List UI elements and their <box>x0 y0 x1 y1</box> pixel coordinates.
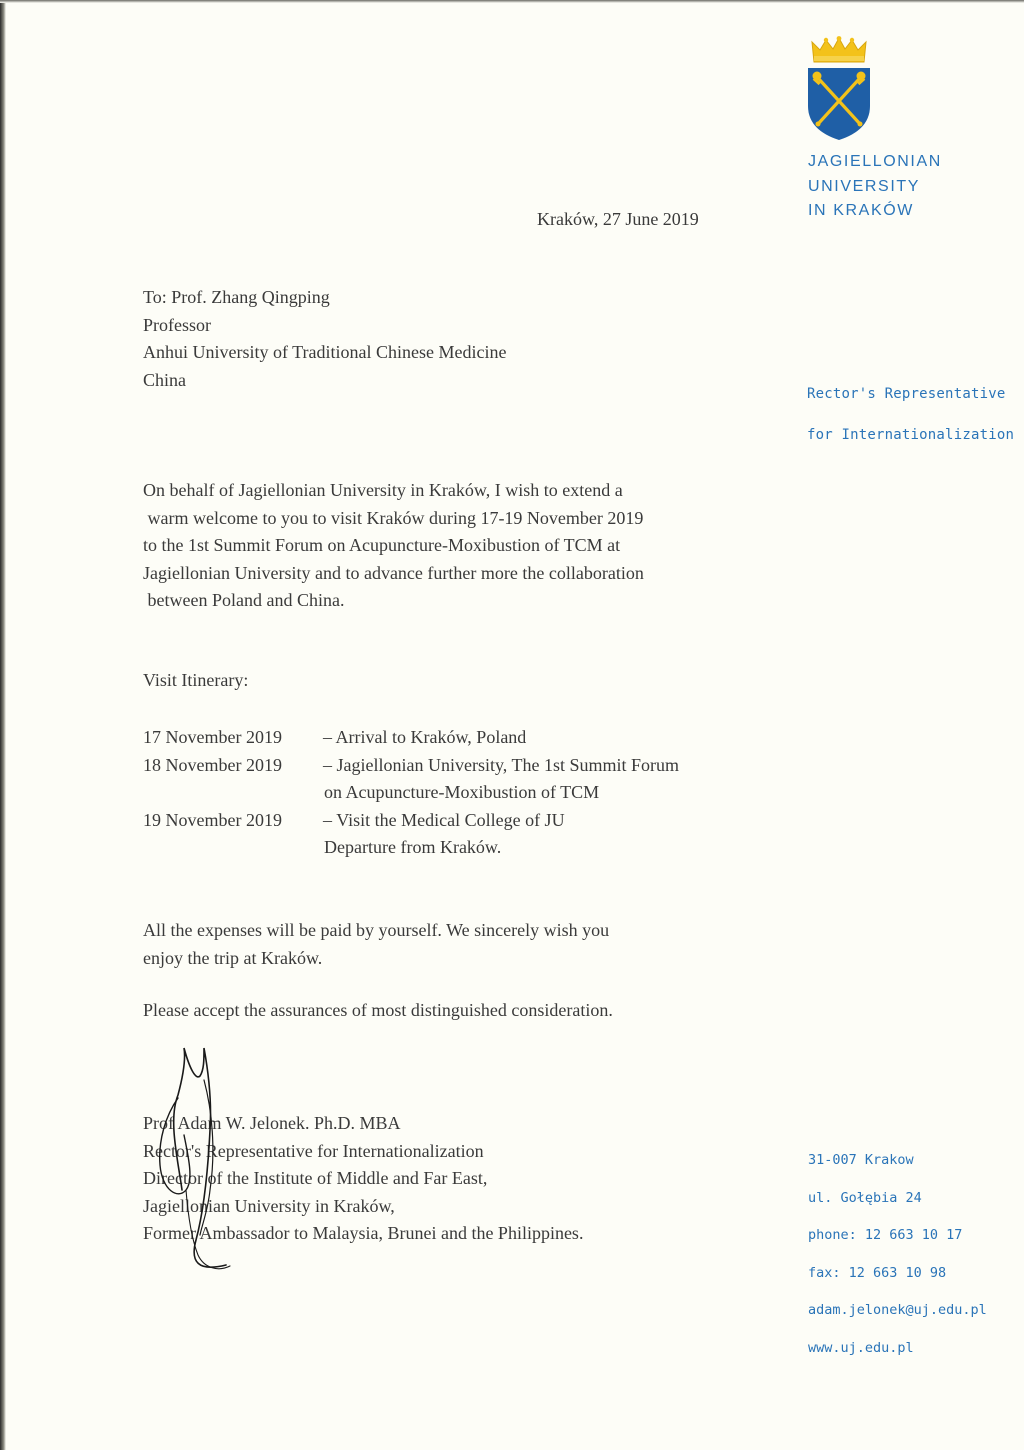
itinerary-dash: – <box>323 809 332 830</box>
university-name-line: JAGIELLONIAN <box>808 153 942 170</box>
contact-block <box>808 1150 987 1375</box>
jagiellonian-crest-icon <box>806 36 872 142</box>
itinerary-text: on Acupuncture-Moxibustion of TCM <box>324 782 600 802</box>
signatory-line: Jagiellonian University in Kraków, <box>143 1195 395 1216</box>
contact-phone: phone: 12 663 10 17 <box>808 1227 963 1243</box>
addressee-line: To: Prof. Zhang Qingping <box>143 287 330 307</box>
letter-date: Kraków, 27 June 2019 <box>537 209 699 229</box>
paragraph-line: Jagiellonian University and to advance further more the collaboration <box>143 562 644 583</box>
contact-fax: fax: 12 663 10 98 <box>808 1264 947 1281</box>
paragraph-line: enjoy the trip at Kraków. <box>143 947 323 968</box>
itinerary-date: 19 November 2019 <box>143 809 282 830</box>
itinerary-desc <box>323 724 526 752</box>
itinerary-text: Jagiellonian University, The 1st Summit Forum <box>336 754 679 775</box>
itinerary-dash: – <box>323 727 332 747</box>
itinerary-title: Visit Itinerary: <box>143 670 249 690</box>
addressee-block <box>143 284 506 394</box>
paragraph-line: On behalf of Jagiellonian University in Kraków, I wish to extend a <box>143 480 623 500</box>
itinerary-desc <box>323 807 565 835</box>
addressee-line: China <box>143 369 186 390</box>
itinerary-dash: – <box>323 754 332 775</box>
office-title <box>807 384 1014 466</box>
university-name-line: UNIVERSITY <box>808 177 921 195</box>
addressee-line: Professor <box>143 314 211 335</box>
signatory-line: Director of the Institute of Middle and Far East, <box>143 1168 488 1188</box>
closing-line: Please accept the assurances of most distinguished consideration. <box>143 1000 613 1020</box>
signatory-line: Former Ambassador to Malaysia, Brunei and the Philippines. <box>143 1223 584 1243</box>
itinerary-text: Departure from Kraków. <box>324 837 502 857</box>
paragraph-line: to the 1st Summit Forum on Acupuncture-Moxibustion of TCM at <box>143 535 621 555</box>
expenses-paragraph <box>143 917 609 972</box>
paragraph-line: All the expenses will be paid by yourself. We sincerely wish you <box>143 920 610 940</box>
university-name-line: IN KRAKÓW <box>808 202 914 219</box>
scan-edge-top <box>0 0 1024 3</box>
university-name <box>808 150 942 224</box>
handwritten-signature <box>138 1040 258 1280</box>
addressee-line: Anhui University of Traditional Chinese Medicine <box>143 342 507 362</box>
paragraph-line: warm welcome to you to visit Kraków during 17-19 November 2019 <box>143 507 644 528</box>
invitation-paragraph <box>143 477 743 615</box>
contact-street: ul. Gołębia 24 <box>808 1189 922 1206</box>
contact-website: www.uj.edu.pl <box>808 1339 914 1356</box>
itinerary-desc <box>323 752 679 780</box>
itinerary-date: 17 November 2019 <box>143 727 282 747</box>
itinerary-text: Arrival to Kraków, Poland <box>335 727 527 747</box>
paragraph-line: between Poland and China. <box>143 590 345 610</box>
office-title-line: for Internationalization <box>807 427 1015 443</box>
signatory-line: Prof Adam W. Jelonek. Ph.D. MBA <box>143 1113 401 1133</box>
scan-edge-left <box>0 0 6 1450</box>
itinerary-date: 18 November 2019 <box>143 754 282 775</box>
signatory-line: Rector's Representative for Internationalization <box>143 1140 484 1161</box>
contact-postcode: 31-007 Krakow <box>808 1152 914 1168</box>
office-title-line: Rector's Representative <box>807 386 1006 402</box>
contact-email: adam.jelonek@uj.edu.pl <box>808 1302 987 1318</box>
itinerary-text: Visit the Medical College of JU <box>336 809 565 830</box>
